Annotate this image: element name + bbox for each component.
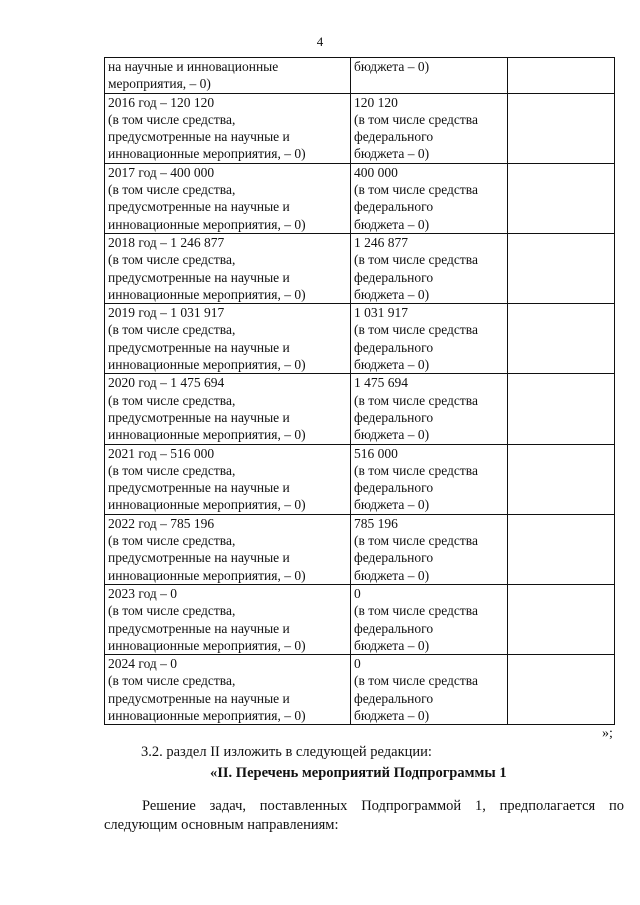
empty-cell	[508, 58, 615, 94]
cell-line: 2022 год – 785 196	[108, 515, 215, 531]
funding-table	[104, 57, 615, 725]
funding-table-body	[105, 58, 615, 725]
year-total-cell	[105, 655, 351, 725]
cell-line: 2024 год – 0	[108, 656, 178, 672]
year-total-cell	[105, 444, 351, 514]
cell-line: (в том числе средства,	[108, 462, 236, 478]
cell-line: (в том числе средства,	[108, 111, 236, 127]
table-row	[105, 304, 615, 374]
cell-line: инновационные мероприятия, – 0)	[108, 357, 306, 373]
cell-line: предусмотренные на научные и	[108, 199, 290, 215]
section-heading: «II. Перечень мероприятий Подпрограммы 1	[210, 765, 507, 781]
cell-line: предусмотренные на научные и	[108, 409, 290, 425]
cell-line: инновационные мероприятия, – 0)	[108, 146, 306, 162]
cell-line: бюджета – 0)	[354, 146, 430, 162]
cell-line: инновационные мероприятия, – 0)	[108, 286, 306, 302]
federal-budget-cell	[351, 304, 508, 374]
cell-line: предусмотренные на научные и	[108, 339, 290, 355]
cell-line: федерального	[354, 339, 434, 355]
cell-line: бюджета – 0)	[354, 637, 430, 653]
cell-line: бюджета – 0)	[354, 567, 430, 583]
cell-line: мероприятия, – 0)	[108, 76, 211, 92]
cell-line: (в том числе средства	[354, 322, 478, 338]
year-total-cell	[105, 163, 351, 233]
cell-line: 400 000	[354, 164, 398, 180]
cell-line: федерального	[354, 199, 434, 215]
table-row	[105, 58, 615, 94]
year-total-cell	[105, 58, 351, 94]
cell-line: федерального	[354, 690, 434, 706]
table-row	[105, 444, 615, 514]
empty-cell	[508, 93, 615, 163]
table-row	[105, 93, 615, 163]
cell-line: (в том числе средства	[354, 673, 478, 689]
cell-line: инновационные мероприятия, – 0)	[108, 216, 306, 232]
cell-line: 0	[354, 656, 361, 672]
cell-line: бюджета – 0)	[354, 357, 430, 373]
cell-line: бюджета – 0)	[354, 497, 430, 513]
cell-line: (в том числе средства,	[108, 392, 236, 408]
empty-cell	[508, 163, 615, 233]
federal-budget-cell	[351, 655, 508, 725]
federal-budget-cell	[351, 93, 508, 163]
cell-line: на научные и инновационные	[108, 59, 279, 74]
cell-line: 516 000	[354, 445, 398, 461]
cell-line: (в том числе средства	[354, 252, 478, 268]
table-row	[105, 233, 615, 303]
cell-line: 2020 год – 1 475 694	[108, 375, 225, 391]
cell-line: 2023 год – 0	[108, 585, 178, 601]
federal-budget-cell	[351, 163, 508, 233]
federal-budget-cell	[351, 514, 508, 584]
cell-line: предусмотренные на научные и	[108, 269, 290, 285]
cell-line: инновационные мероприятия, – 0)	[108, 567, 306, 583]
cell-line: 0	[354, 585, 361, 601]
cell-line: 2016 год – 120 120	[108, 94, 215, 110]
federal-budget-cell	[351, 58, 508, 94]
cell-line: (в том числе средства	[354, 392, 478, 408]
cell-line: бюджета – 0)	[354, 707, 430, 723]
year-total-cell	[105, 374, 351, 444]
year-total-cell	[105, 233, 351, 303]
cell-line: (в том числе средства,	[108, 182, 236, 198]
cell-line: бюджета – 0)	[354, 59, 430, 74]
cell-line: (в том числе средства,	[108, 322, 236, 338]
closing-quote-mark: »;	[602, 726, 613, 741]
federal-budget-cell	[351, 233, 508, 303]
cell-line: 1 246 877	[354, 234, 408, 250]
year-total-cell	[105, 304, 351, 374]
empty-cell	[508, 304, 615, 374]
cell-line: (в том числе средства	[354, 603, 478, 619]
cell-line: инновационные мероприятия, – 0)	[108, 707, 306, 723]
cell-line: предусмотренные на научные и	[108, 690, 290, 706]
year-total-cell	[105, 93, 351, 163]
cell-line: (в том числе средства	[354, 182, 478, 198]
empty-cell	[508, 374, 615, 444]
cell-line: 2017 год – 400 000	[108, 164, 215, 180]
cell-line: предусмотренные на научные и	[108, 129, 290, 145]
cell-line: (в том числе средства,	[108, 673, 236, 689]
federal-budget-cell	[351, 584, 508, 654]
cell-line: федерального	[354, 269, 434, 285]
table-row	[105, 514, 615, 584]
cell-line: (в том числе средства	[354, 462, 478, 478]
cell-line: федерального	[354, 550, 434, 566]
cell-line: (в том числе средства	[354, 111, 478, 127]
cell-line: федерального	[354, 620, 434, 636]
empty-cell	[508, 233, 615, 303]
federal-budget-cell	[351, 444, 508, 514]
cell-line: 785 196	[354, 515, 398, 531]
cell-line: (в том числе средства	[354, 533, 478, 549]
empty-cell	[508, 655, 615, 725]
empty-cell	[508, 444, 615, 514]
amendment-instruction: 3.2. раздел II изложить в следующей редакции:	[141, 744, 432, 760]
table-row	[105, 655, 615, 725]
cell-line: бюджета – 0)	[354, 286, 430, 302]
body-paragraph: Решение задач, поставленных Подпрограммой 1, предполагается по следующим основным направлениям:	[104, 798, 624, 833]
table-row	[105, 374, 615, 444]
cell-line: федерального	[354, 480, 434, 496]
cell-line: федерального	[354, 129, 434, 145]
cell-line: 1 031 917	[354, 305, 408, 321]
empty-cell	[508, 514, 615, 584]
cell-line: 1 475 694	[354, 375, 408, 391]
cell-line: предусмотренные на научные и	[108, 620, 290, 636]
year-total-cell	[105, 514, 351, 584]
cell-line: 2021 год – 516 000	[108, 445, 215, 461]
cell-line: (в том числе средства,	[108, 603, 236, 619]
cell-line: 120 120	[354, 94, 398, 110]
table-row	[105, 163, 615, 233]
cell-line: (в том числе средства,	[108, 533, 236, 549]
cell-line: бюджета – 0)	[354, 216, 430, 232]
cell-line: инновационные мероприятия, – 0)	[108, 497, 306, 513]
year-total-cell	[105, 584, 351, 654]
empty-cell	[508, 584, 615, 654]
federal-budget-cell	[351, 374, 508, 444]
cell-line: инновационные мероприятия, – 0)	[108, 637, 306, 653]
cell-line: (в том числе средства,	[108, 252, 236, 268]
cell-line: предусмотренные на научные и	[108, 480, 290, 496]
cell-line: 2019 год – 1 031 917	[108, 305, 225, 321]
cell-line: инновационные мероприятия, – 0)	[108, 427, 306, 443]
cell-line: 2018 год – 1 246 877	[108, 234, 225, 250]
page-number: 4	[316, 34, 324, 49]
table-row	[105, 584, 615, 654]
cell-line: бюджета – 0)	[354, 427, 430, 443]
cell-line: федерального	[354, 409, 434, 425]
cell-line: предусмотренные на научные и	[108, 550, 290, 566]
